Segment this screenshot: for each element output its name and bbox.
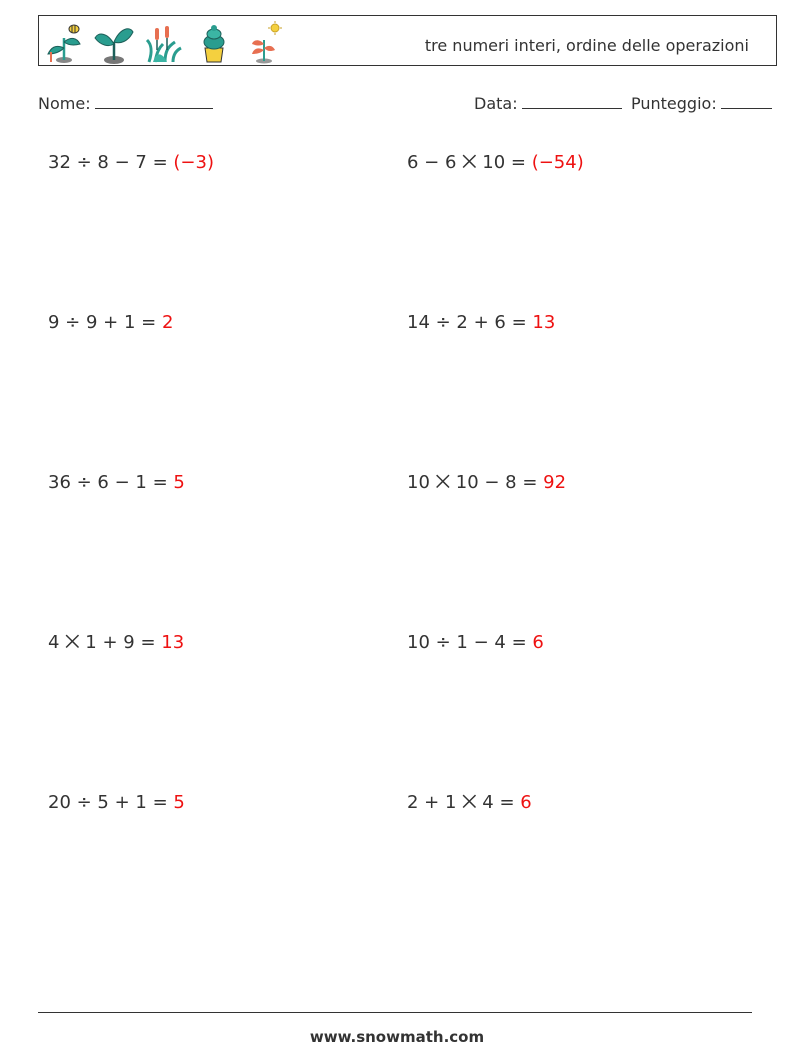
date-field	[474, 94, 622, 113]
problem-answer: 6	[532, 632, 544, 653]
problem-9	[48, 792, 185, 813]
date-label: Data:	[474, 94, 518, 113]
problem-expression: 9 ÷ 9 + 1 =	[48, 312, 162, 333]
problem-expression: 10 ⨉ 10 − 8 =	[407, 472, 544, 493]
sprout-icon	[93, 20, 135, 64]
problem-expression: 32 ÷ 8 − 7 =	[48, 152, 174, 173]
problem-answer: 5	[173, 792, 185, 813]
potted-plant-icon	[193, 20, 235, 64]
name-blank[interactable]	[95, 94, 213, 109]
cattail-grass-icon	[143, 20, 185, 64]
problem-6	[407, 472, 566, 493]
problem-1	[48, 152, 214, 173]
problem-4	[407, 312, 555, 333]
footer-url[interactable]: www.snowmath.com	[309, 1028, 485, 1046]
problem-expression: 36 ÷ 6 − 1 =	[48, 472, 174, 493]
problem-5	[48, 472, 185, 493]
problem-answer: (−3)	[173, 152, 214, 173]
name-field	[38, 94, 213, 113]
problem-answer: (−54)	[531, 152, 584, 173]
problem-expression: 4 ⨉ 1 + 9 =	[48, 632, 162, 653]
flower-sun-icon	[243, 20, 285, 64]
problem-expression: 2 + 1 ⨉ 4 =	[407, 792, 521, 813]
score-field	[631, 94, 772, 113]
problem-8	[407, 632, 544, 653]
plant-bee-icon	[43, 20, 85, 64]
problem-answer: 13	[161, 632, 185, 653]
problem-10	[407, 792, 532, 813]
header-icons	[43, 20, 285, 64]
score-blank[interactable]	[721, 94, 772, 109]
problem-3	[48, 312, 173, 333]
date-blank[interactable]	[522, 94, 622, 109]
name-label: Nome:	[38, 94, 91, 113]
footer-divider	[38, 1012, 752, 1013]
problem-answer: 13	[532, 312, 556, 333]
worksheet-header	[38, 15, 777, 66]
problem-expression: 14 ÷ 2 + 6 =	[407, 312, 533, 333]
problem-expression: 20 ÷ 5 + 1 =	[48, 792, 174, 813]
worksheet-title: tre numeri interi, ordine delle operazioni	[424, 36, 749, 55]
problem-answer: 2	[161, 312, 174, 333]
problem-answer: 5	[173, 472, 185, 493]
problem-2	[407, 152, 584, 173]
problem-expression: 6 − 6 ⨉ 10 =	[407, 152, 532, 173]
score-label: Punteggio:	[631, 94, 717, 113]
problem-expression: 10 ÷ 1 − 4 =	[407, 632, 533, 653]
problem-7	[48, 632, 184, 653]
problem-answer: 92	[543, 472, 567, 493]
problem-answer: 6	[520, 792, 532, 813]
